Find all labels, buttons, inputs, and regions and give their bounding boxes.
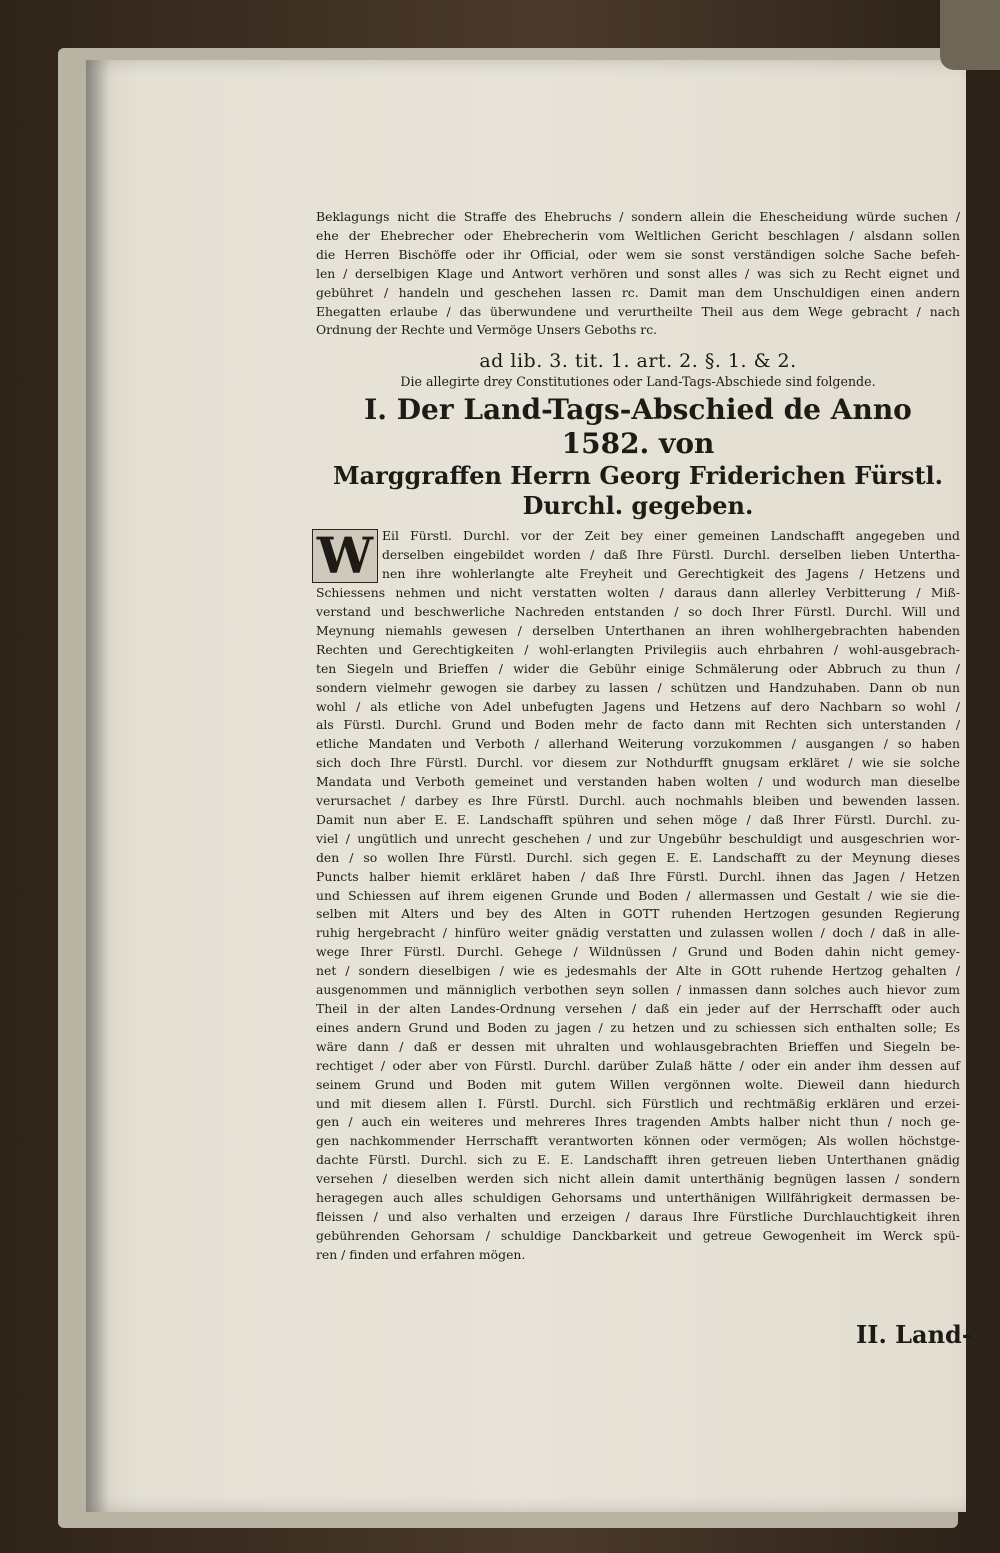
- bodytext-line: seinem Grund und Boden mit gutem Willen vergönnen wolte. Dieweil dann hiedurch: [316, 1076, 960, 1092]
- bodytext-line: ren / finden und erfahren mögen.: [316, 1246, 526, 1262]
- page-gutter-shadow: [86, 60, 110, 1512]
- opening-line: ehe der Ehebrecher oder Ehebrecherin vom Weltlichen Gericht beschlagen / alsdann sollen: [316, 227, 960, 243]
- bodytext-line: Meynung niemahls gewesen / derselben Unterthanen an ihren wohlhergebrachten habenden: [316, 622, 960, 638]
- decorated-initial: W: [312, 529, 378, 583]
- bodytext-line: viel / ungütlich und unrecht geschehen / und zur Ungebühr beschuldigt und ausgeschrien wor-: [316, 830, 960, 846]
- heading-line-3: Durchl. gegeben.: [522, 491, 754, 521]
- bodytext-line: rechtiget / oder aber von Fürstl. Durchl. darüber Zulaß hätte / oder ein ander ihm dessen auf: [316, 1057, 960, 1073]
- bodytext-line: und mit diesem allen I. Fürstl. Durchl. sich Fürstlich und rechtmäßig erklären und erzei-: [316, 1095, 960, 1111]
- bodytext-line: wohl / als etliche von Adel unbefugten Jagens und Hetzens auf dero Nachbarn so wohl /: [316, 698, 960, 714]
- main-paragraph: [316, 527, 960, 1264]
- page-text-block: [316, 208, 960, 1265]
- bodytext-line: sich doch Ihre Fürstl. Durchl. vor diesem zur Nothdurfft gnugsam erkläret / wie sie solche: [316, 755, 960, 771]
- book-corner: [940, 0, 1000, 70]
- bodytext-line: Rechten und Gerechtigkeiten / wohl-erlangten Privilegiis auch ehrbahren / wohl-ausgebrach-: [316, 641, 960, 657]
- bodytext-line: derselben eingebildet worden / daß Ihre Fürstl. Durchl. derselben lieben Untertha-: [382, 547, 960, 563]
- bodytext-line: ten Siegeln und Brieffen / wider die Gebühr einige Schmälerung oder Abbruch zu thun /: [316, 660, 960, 676]
- bodytext-line: und Schiessen auf ihrem eigenen Grunde und Boden / allermassen und Gestalt / wie sie die-: [316, 887, 960, 903]
- bodytext-line: wege Ihrer Fürstl. Durchl. Gehege / Wildnüssen / Grund und Boden dahin nicht gemey-: [316, 944, 960, 960]
- constitutiones-subline: Die allegirte drey Constitutiones oder Land-Tags-Abschiede sind folgende.: [400, 374, 876, 390]
- opening-line: len / derselbigen Klage und Antwort verhören und sonst alles / was sich zu Recht eignet und: [316, 265, 960, 281]
- opening-line: Ehegatten erlaube / das überwundene und verurtheilte Theil aus dem Wege gebracht / nach: [316, 303, 960, 319]
- bodytext-line: eines andern Grund und Boden zu jagen / zu hetzen und zu schiessen sich enthalten solle; Es: [316, 1019, 960, 1035]
- bodytext-line: nen ihre wohlerlangte alte Freyheit und Gerechtigkeit des Jagens / Hetzens und: [382, 566, 960, 582]
- bodytext-line: selben mit Alters und bey des Alten in GOTT ruhenden Hertzogen gesunden Regierung: [316, 906, 960, 922]
- catchword: II. Land-: [856, 1320, 972, 1349]
- bodytext-line: gen nachkommender Herrschafft verantworten können oder vermögen; Als wollen höchstge-: [316, 1133, 960, 1149]
- bodytext-line: Theil in der alten Landes-Ordnung versehen / daß ein jeder auf der Herrschafft oder auch: [316, 1001, 960, 1016]
- bodytext-line: Eil Fürstl. Durchl. vor der Zeit bey einer gemeinen Landschafft angegeben und: [382, 528, 960, 544]
- bodytext-line: ruhig hergebracht / hinfüro weiter gnädig verstatten und zulassen wollen / doch / daß in alle-: [316, 925, 960, 941]
- bodytext-line: gen / auch ein weiteres und mehreres Ihres tragenden Ambts halber nicht thun / noch ge-: [316, 1114, 960, 1130]
- bodytext-line: Damit nun aber E. E. Landschafft spühren und sehen möge / daß Ihrer Fürstl. Durchl. zu-: [316, 811, 960, 827]
- bodytext-line: heragegen auch alles schuldigen Gehorsams und unterthänigen Willfährigkeit dermassen be-: [316, 1190, 960, 1206]
- section-heading: [316, 393, 960, 521]
- bodytext-line: Mandata und Verboth gemeinet und verstanden haben wolten / und wodurch man dieselbe: [316, 774, 960, 790]
- bodytext-line: verstand und beschwerliche Nachreden entstanden / so doch Ihrer Fürstl. Durchl. Will und: [316, 603, 960, 619]
- bodytext-line: gebührenden Gehorsam / schuldige Danckbarkeit und getreue Gewogenheit im Werck spü-: [316, 1227, 960, 1243]
- bodytext-line: dachte Fürstl. Durchl. sich zu E. E. Landschafft ihren getreuen lieben Unterthanen gnädig: [316, 1152, 960, 1168]
- main-paragraph-text: [316, 527, 960, 1264]
- opening-line: Beklagungs nicht die Straffe des Ehebruchs / sondern allein die Ehescheidung würde suchen /: [316, 209, 960, 224]
- bodytext-line: fleissen / und also verhalten und erzeigen / daraus Ihre Fürstliche Durchlauchtigkeit ihren: [316, 1208, 960, 1224]
- bodytext-line: sondern vielmehr gewogen sie darbey zu lassen / schützen und Handzuhaben. Dann ob nun: [316, 679, 960, 695]
- bodytext-line: ausgenommen und männiglich verbothen seyn sollen / inmassen dann solches auch hievor zum: [316, 982, 960, 998]
- reference-line: ad lib. 3. tit. 1. art. 2. §. 1. & 2.: [479, 350, 797, 373]
- opening-paragraph: [316, 208, 960, 340]
- bodytext-line: Schiessens nehmen und nicht verstatten wolten / daraus dann allerley Verbitterung / Miß-: [316, 585, 960, 601]
- bodytext-line: versehen / dieselben werden sich nicht allein damit unterthänig begnügen lassen / sondern: [316, 1171, 960, 1187]
- heading-line-2: Marggraffen Herrn Georg Friderichen Fürstl.: [333, 461, 943, 491]
- opening-line: Ordnung der Rechte und Vermöge Unsers Geboths rc.: [316, 322, 658, 338]
- opening-line: gebühret / handeln und geschehen lassen rc. Damit man dem Unschuldigen einen andern: [316, 284, 960, 300]
- bodytext-line: den / so wollen Ihre Fürstl. Durchl. sich gegen E. E. Landschafft zu der Meynung dieses: [316, 849, 960, 865]
- opening-line: die Herren Bischöffe oder ihr Official, oder wem sie sonst verständigen solche Sache befeh-: [316, 246, 960, 262]
- bodytext-line: Puncts halber hiemit erkläret haben / daß Ihre Fürstl. Durchl. ihnen das Jagen / Hetzen: [316, 868, 960, 884]
- bodytext-line: net / sondern dieselbigen / wie es jedesmahls der Alte in GOtt ruhende Hertzog gehalten /: [316, 963, 960, 979]
- heading-line-1: I. Der Land-Tags-Abschied de Anno 1582. von: [364, 393, 912, 461]
- bodytext-line: etliche Mandaten und Verboth / allerhand Weiterung vorzukommen / ausgangen / so haben: [316, 736, 960, 752]
- bodytext-line: als Fürstl. Durchl. Grund und Boden mehr de facto dann mit Rechten sich unterstanden /: [316, 717, 960, 733]
- bodytext-line: wäre dann / daß er dessen mit uhralten und wohlausgebrachten Brieffen und Siegeln be-: [316, 1038, 960, 1054]
- bodytext-line: verursachet / darbey es Ihre Fürstl. Durchl. auch nochmahls bleiben und bewenden lassen.: [316, 793, 960, 809]
